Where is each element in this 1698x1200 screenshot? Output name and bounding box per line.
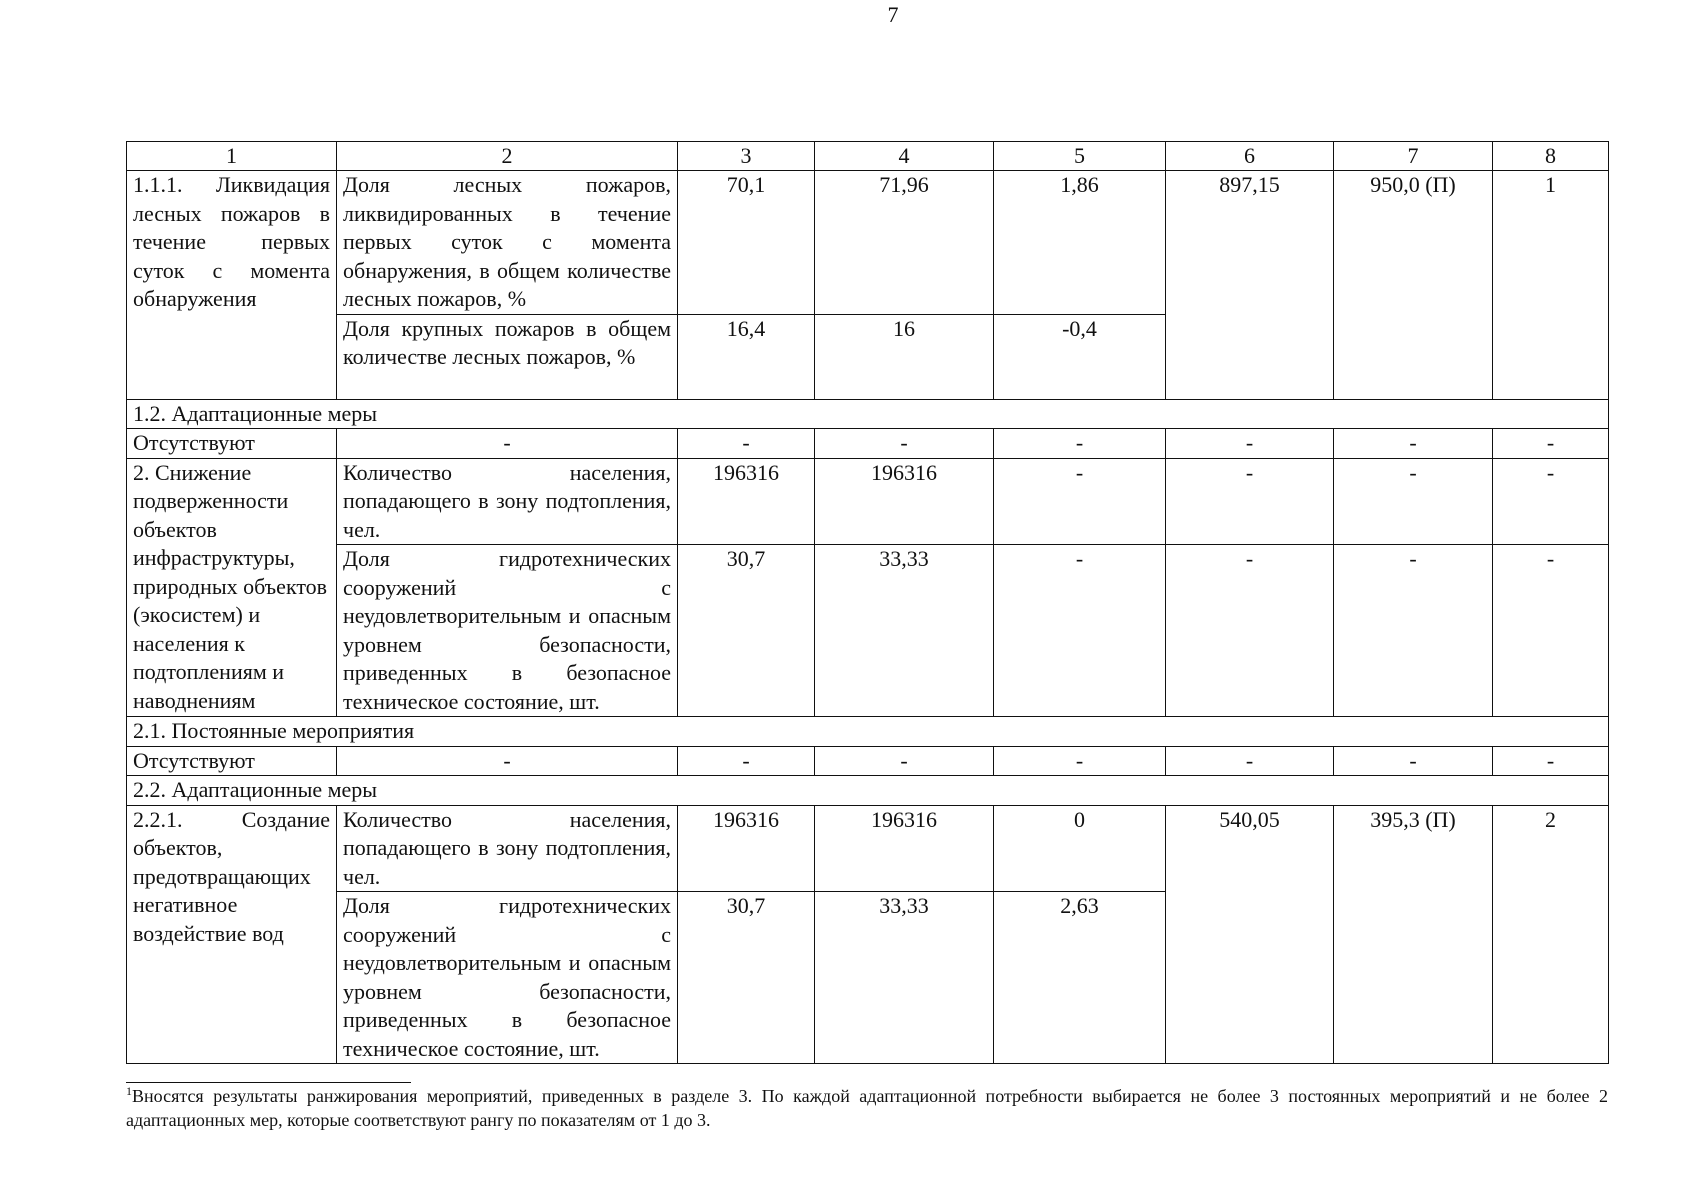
dash-cell: -	[1493, 746, 1609, 776]
dash-cell: -	[678, 429, 815, 459]
value-cell: 30,7	[678, 545, 815, 717]
col-header-1: 1	[127, 142, 337, 171]
rank-cell: 2	[1493, 805, 1609, 1064]
page-number: 7	[887, 2, 899, 27]
dash-cell: -	[1166, 429, 1334, 459]
value-cell: 70,1	[678, 171, 815, 315]
value-cell: 1,86	[994, 171, 1166, 315]
dash-cell: -	[337, 429, 678, 459]
value-cell: 30,7	[678, 892, 815, 1064]
table-row	[127, 746, 1609, 776]
section-heading-row	[127, 776, 1609, 806]
indicator-cell: Доля гидротехнических сооружений с неудовлетворительным и опасным уровнем безопасности, приведенных в безопасное техническое состояние, шт.	[337, 545, 678, 717]
value-cell: 0	[994, 805, 1166, 892]
section-heading-row	[127, 399, 1609, 429]
value-cell: 16,4	[678, 314, 815, 399]
value-cell: 2,63	[994, 892, 1166, 1064]
absent-label: Отсутствуют	[127, 429, 337, 459]
value-cell: 196316	[815, 805, 994, 892]
section-heading-row	[127, 717, 1609, 747]
col-header-7: 7	[1334, 142, 1493, 171]
value-cell: 71,96	[815, 171, 994, 315]
section-heading: 2.2. Адаптационные меры	[127, 776, 1609, 806]
dash-cell: -	[994, 746, 1166, 776]
value-cell: 540,05	[1166, 805, 1334, 1064]
col-header-8: 8	[1493, 142, 1609, 171]
value-cell: 395,3 (П)	[1334, 805, 1493, 1064]
value-cell: 897,15	[1166, 171, 1334, 400]
dash-cell: -	[994, 545, 1166, 717]
table-row	[127, 545, 1609, 717]
indicators-table	[126, 141, 1609, 1064]
indicator-cell: Доля лесных пожаров, ликвидированных в течение первых суток с момента обнаружения, в общем количестве лесных пожаров, %	[337, 171, 678, 315]
section-heading: 1.2. Адаптационные меры	[127, 399, 1609, 429]
col-header-3: 3	[678, 142, 815, 171]
dash-cell: -	[1166, 746, 1334, 776]
value-cell: 16	[815, 314, 994, 399]
dash-cell: -	[337, 746, 678, 776]
dash-cell: -	[994, 458, 1166, 545]
indicator-cell: Количество населения, попадающего в зону подтопления, чел.	[337, 458, 678, 545]
table-row	[127, 805, 1609, 892]
rank-cell: 1	[1493, 171, 1609, 400]
col-header-5: 5	[994, 142, 1166, 171]
footnote-text: Вносятся результаты ранжирования мероприятий, приведенных в разделе 3. По каждой адаптационной потребности выбирается не более 3 постоянных мероприятий и не более 2 адаптационных мер, которые соответствуют рангу по показателям от 1 до 3.	[126, 1086, 1608, 1130]
dash-cell: -	[994, 429, 1166, 459]
dash-cell: -	[1334, 746, 1493, 776]
indicator-cell: Доля крупных пожаров в общем количестве лесных пожаров, %	[337, 314, 678, 399]
footnote-marker: 1	[126, 1084, 132, 1098]
dash-cell: -	[1493, 545, 1609, 717]
dash-cell: -	[815, 429, 994, 459]
dash-cell: -	[1493, 429, 1609, 459]
table-row	[127, 429, 1609, 459]
value-cell: 196316	[678, 805, 815, 892]
dash-cell: -	[1334, 429, 1493, 459]
value-cell: 196316	[815, 458, 994, 545]
dash-cell: -	[678, 746, 815, 776]
footnote	[126, 1085, 1608, 1132]
measure-cell: 2. Снижение подверженности объектов инфраструктуры, природных объектов (экосистем) и населения к подтоплениям и наводнениям	[127, 458, 337, 717]
measure-cell: 2.2.1. Создание объектов, предотвращающих негативное воздействие вод	[127, 805, 337, 1064]
dash-cell: -	[815, 746, 994, 776]
col-header-6: 6	[1166, 142, 1334, 171]
dash-cell: -	[1166, 545, 1334, 717]
indicator-cell: Доля гидротехнических сооружений с неудовлетворительным и опасным уровнем безопасности, приведенных в безопасное техническое состояние, шт.	[337, 892, 678, 1064]
table-row	[127, 458, 1609, 545]
value-cell: 950,0 (П)	[1334, 171, 1493, 400]
dash-cell: -	[1334, 458, 1493, 545]
indicator-cell: Количество населения, попадающего в зону подтопления, чел.	[337, 805, 678, 892]
table-row	[127, 171, 1609, 315]
dash-cell: -	[1166, 458, 1334, 545]
value-cell: 33,33	[815, 892, 994, 1064]
column-number-row	[127, 142, 1609, 171]
col-header-2: 2	[337, 142, 678, 171]
value-cell: 196316	[678, 458, 815, 545]
absent-label: Отсутствуют	[127, 746, 337, 776]
footnote-divider	[126, 1082, 411, 1083]
measure-cell: 1.1.1. Ликвидация лесных пожаров в течение первых суток с момента обнаружения	[127, 171, 337, 400]
col-header-4: 4	[815, 142, 994, 171]
value-cell: 33,33	[815, 545, 994, 717]
value-cell: -0,4	[994, 314, 1166, 399]
dash-cell: -	[1334, 545, 1493, 717]
dash-cell: -	[1493, 458, 1609, 545]
section-heading: 2.1. Постоянные мероприятия	[127, 717, 1609, 747]
